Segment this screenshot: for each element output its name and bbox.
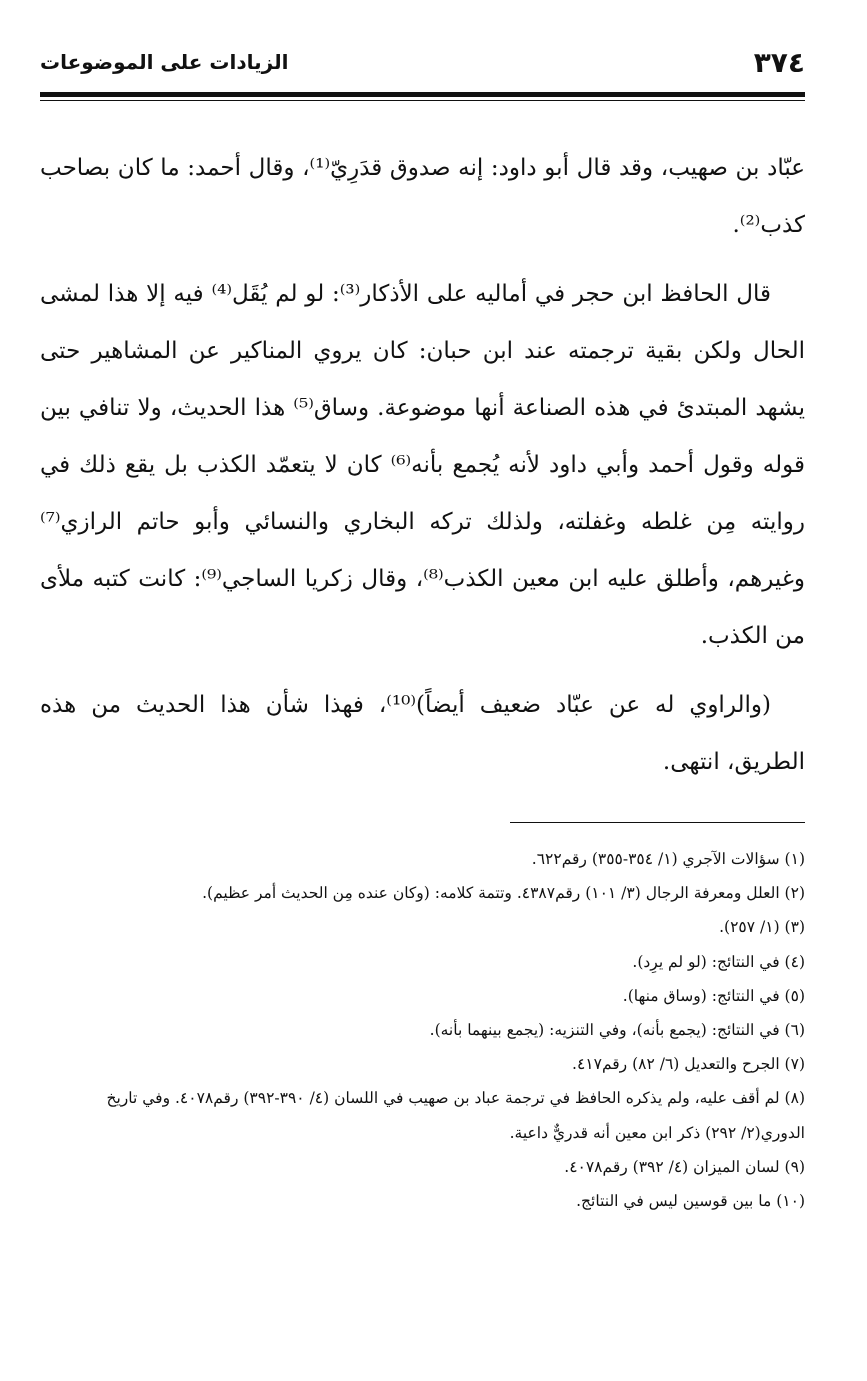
running-title: الزيادات على الموضوعات — [40, 50, 289, 74]
footnote-1: (١) سؤالات الآجري (١/ ٣٥٤-٣٥٥) رقم٦٢٢. — [531, 850, 805, 868]
header-rule-thin — [40, 100, 805, 101]
footnotes — [40, 842, 805, 1218]
page-header — [40, 40, 805, 84]
body-paragraph-3: (والراوي له عن عبّاد ضعيف أيضاً)⁽¹⁰⁾، فهذا شأن هذا الحديث من هذه الطريق، انتهى. — [40, 692, 805, 775]
footnote-8: (٨) لم أقف عليه، ولم يذكره الحافظ في ترجمة عباد بن صهيب في اللسان (٤/ ٣٩٠-٣٩٢) رقم٤٠٧٨. وفي تاريخ الدوري(٢/ ٢٩٢) ذكر ابن معين أنه قدريٌّ داعية. — [106, 1089, 805, 1142]
footnote-2: (٢) العلل ومعرفة الرجال (٣/ ١٠١) رقم٤٣٨٧. وتتمة كلامه: (وكان عنده مِن الحديث أمر عظيم). — [202, 884, 805, 903]
footnote-4: (٤) في النتائج: (لو لم يرِد). — [632, 952, 805, 971]
footnote-9: (٩) لسان الميزان (٤/ ٣٩٢) رقم٤٠٧٨. — [564, 1157, 805, 1176]
footnote-5: (٥) في النتائج: (وساق منها). — [622, 986, 805, 1005]
footnote-10: (١٠) ما بين قوسين ليس في النتائج. — [576, 1192, 805, 1211]
body-paragraph-1: عبّاد بن صهيب، وقد قال أبو داود: إنه صدوق قدَرِيّ⁽¹⁾، وقال أحمد: ما كان بصاحب كذب⁽²⁾. — [40, 155, 806, 238]
footnote-7: (٧) الجرح والتعديل (٦/ ٨٢) رقم٤١٧. — [572, 1055, 805, 1074]
header-rule-thick — [40, 92, 805, 97]
main-text — [40, 140, 805, 803]
footnote-3: (٣) (١/ ٢٥٧). — [719, 918, 805, 937]
footnote-separator — [510, 822, 805, 823]
page-number: ٣٧٤ — [753, 45, 805, 79]
body-paragraph-2: قال الحافظ ابن حجر في أماليه على الأذكار⁽³⁾: لو لم يُقَل⁽⁴⁾ فيه إلا هذا لمشى الحال ولكن بقية ترجمته عند ابن حبان: كان يروي المناكير عن المشاهير حتى يشهد المبتدئ في هذه الصناعة أنها موضوعة. وساق⁽⁵⁾ هذا الحديث، ولا تنافي بين قوله وقول أحمد وأبي داود لأنه يُجمع بأنه⁽⁶⁾ كان لا يتعمّد الكذب بل يقع ذلك في روايته مِن غلطه وغفلته، ولذلك تركه البخاري والنسائي وأبو حاتم الرازي⁽⁷⁾ وغيرهم، وأطلق عليه ابن معين الكذب⁽⁸⁾، وقال زكريا الساجي⁽⁹⁾: كانت كتبه ملأى من الكذب. — [40, 281, 805, 649]
footnote-6: (٦) في النتائج: (يجمع بأنه)، وفي التنزيه: (يجمع بينهما بأنه). — [429, 1021, 805, 1040]
